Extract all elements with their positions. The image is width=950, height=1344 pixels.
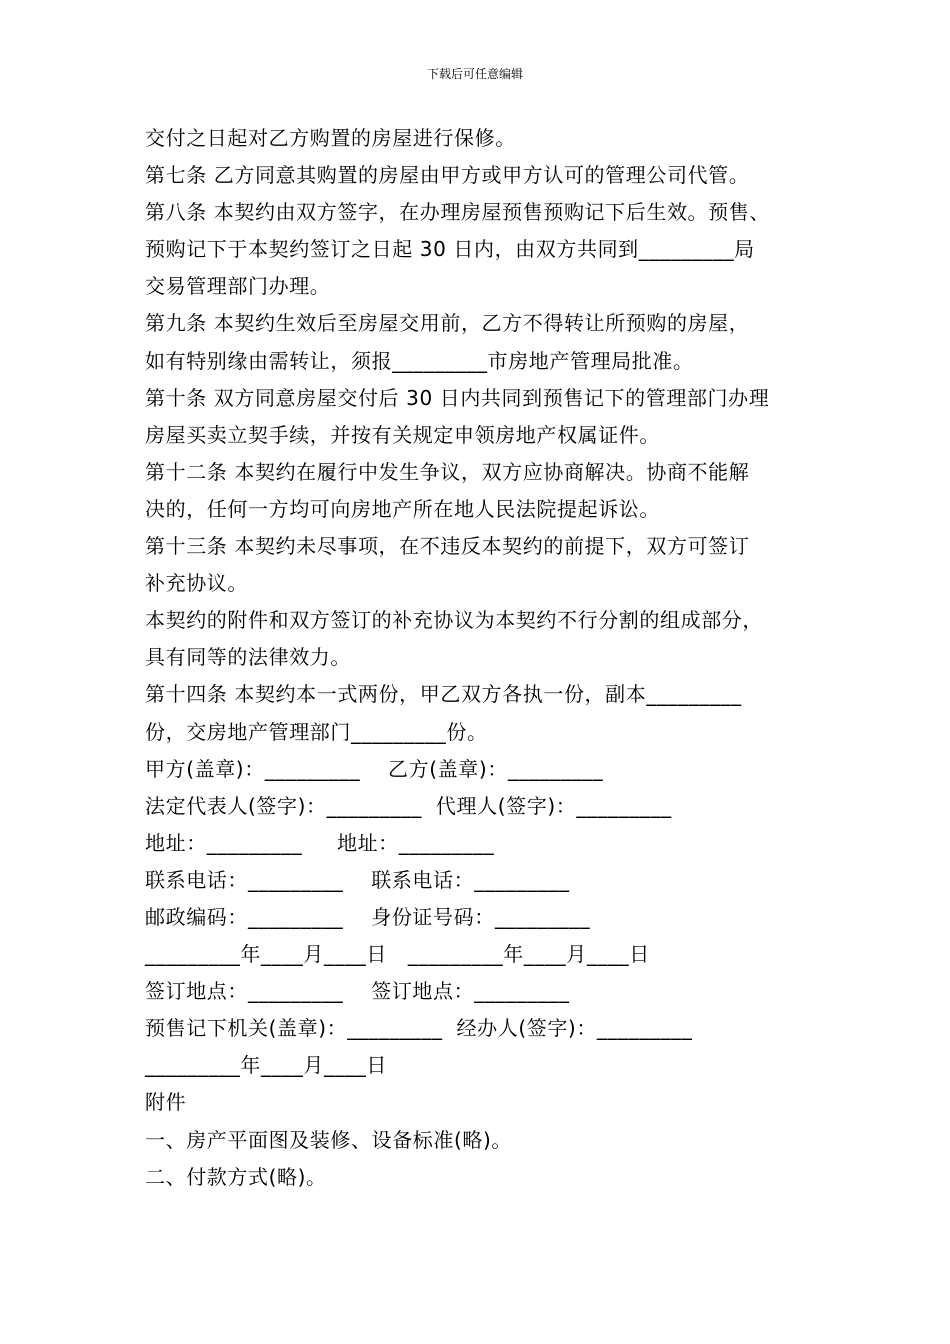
signature-line: 预售记下机关(盖章)：_________ 经办人(签字)：_________	[145, 1016, 693, 1041]
text-line: 房屋买卖立契手续，并按有关规定申领房地产权属证件。	[145, 422, 660, 447]
text-line: 本契约的附件和双方签订的补充协议为本契约不行分割的组成部分，	[145, 608, 763, 633]
date-line: _________年____月____日 _________年____月____日	[145, 942, 650, 967]
signature-line: 签订地点：_________ 签订地点：_________	[145, 979, 570, 1004]
signature-line: 甲方(盖章)：_________ 乙方(盖章)：_________	[145, 756, 604, 781]
signature-line: 地址：_________ 地址：_________	[145, 830, 495, 855]
text-line: 第七条 乙方同意其购置的房屋由甲方或甲方认可的管理公司代管。	[145, 163, 750, 188]
attachment-heading: 附件	[145, 1090, 187, 1115]
text-line: 第十二条 本契约在履行中发生争议，双方应协商解决。协商不能解	[145, 459, 750, 484]
text-line: 交易管理部门办理。	[145, 274, 331, 299]
text-line: 第九条 本契约生效后至房屋交用前，乙方不得转让所预购的房屋，	[145, 311, 750, 336]
text-line: 补充协议。	[145, 571, 248, 596]
text-line: 第十四条 本契约本一式两份，甲乙双方各执一份，副本_________	[145, 682, 742, 707]
attachment-item: 一、房产平面图及装修、设备标准(略)。	[145, 1127, 513, 1152]
text-line: 具有同等的法律效力。	[145, 645, 351, 670]
text-line: 第十三条 本契约未尽事项，在不违反本契约的前提下，双方可签订	[145, 534, 750, 559]
text-line: 第十条 双方同意房屋交付后 30 日内共同到预售记下的管理部门办理	[145, 385, 770, 410]
signature-line: 联系电话：_________ 联系电话：_________	[145, 867, 570, 892]
date-line: _________年____月____日	[145, 1053, 387, 1078]
signature-line: 邮政编码：_________ 身份证号码：_________	[145, 904, 591, 929]
text-line: 如有特别缘由需转让，须报_________市房地产管理局批准。	[145, 348, 694, 373]
signature-line: 法定代表人(签字)：_________ 代理人(签字)：_________	[145, 793, 672, 818]
text-line: 决的，任何一方均可向房地产所在地人民法院提起诉讼。	[145, 496, 660, 521]
attachment-item: 二、付款方式(略)。	[145, 1164, 327, 1189]
text-line: 份，交房地产管理部门_________份。	[145, 719, 488, 744]
text-line: 交付之日起对乙方购置的房屋进行保修。	[145, 126, 516, 150]
document-body	[145, 120, 835, 1196]
text-line: 预购记下于本契约签订之日起 30 日内，由双方共同到_________局	[145, 237, 755, 262]
page-header: 下载后可任意编辑	[426, 67, 523, 81]
text-line: 第八条 本契约由双方签字，在办理房屋预售预购记下后生效。预售、	[145, 200, 770, 225]
